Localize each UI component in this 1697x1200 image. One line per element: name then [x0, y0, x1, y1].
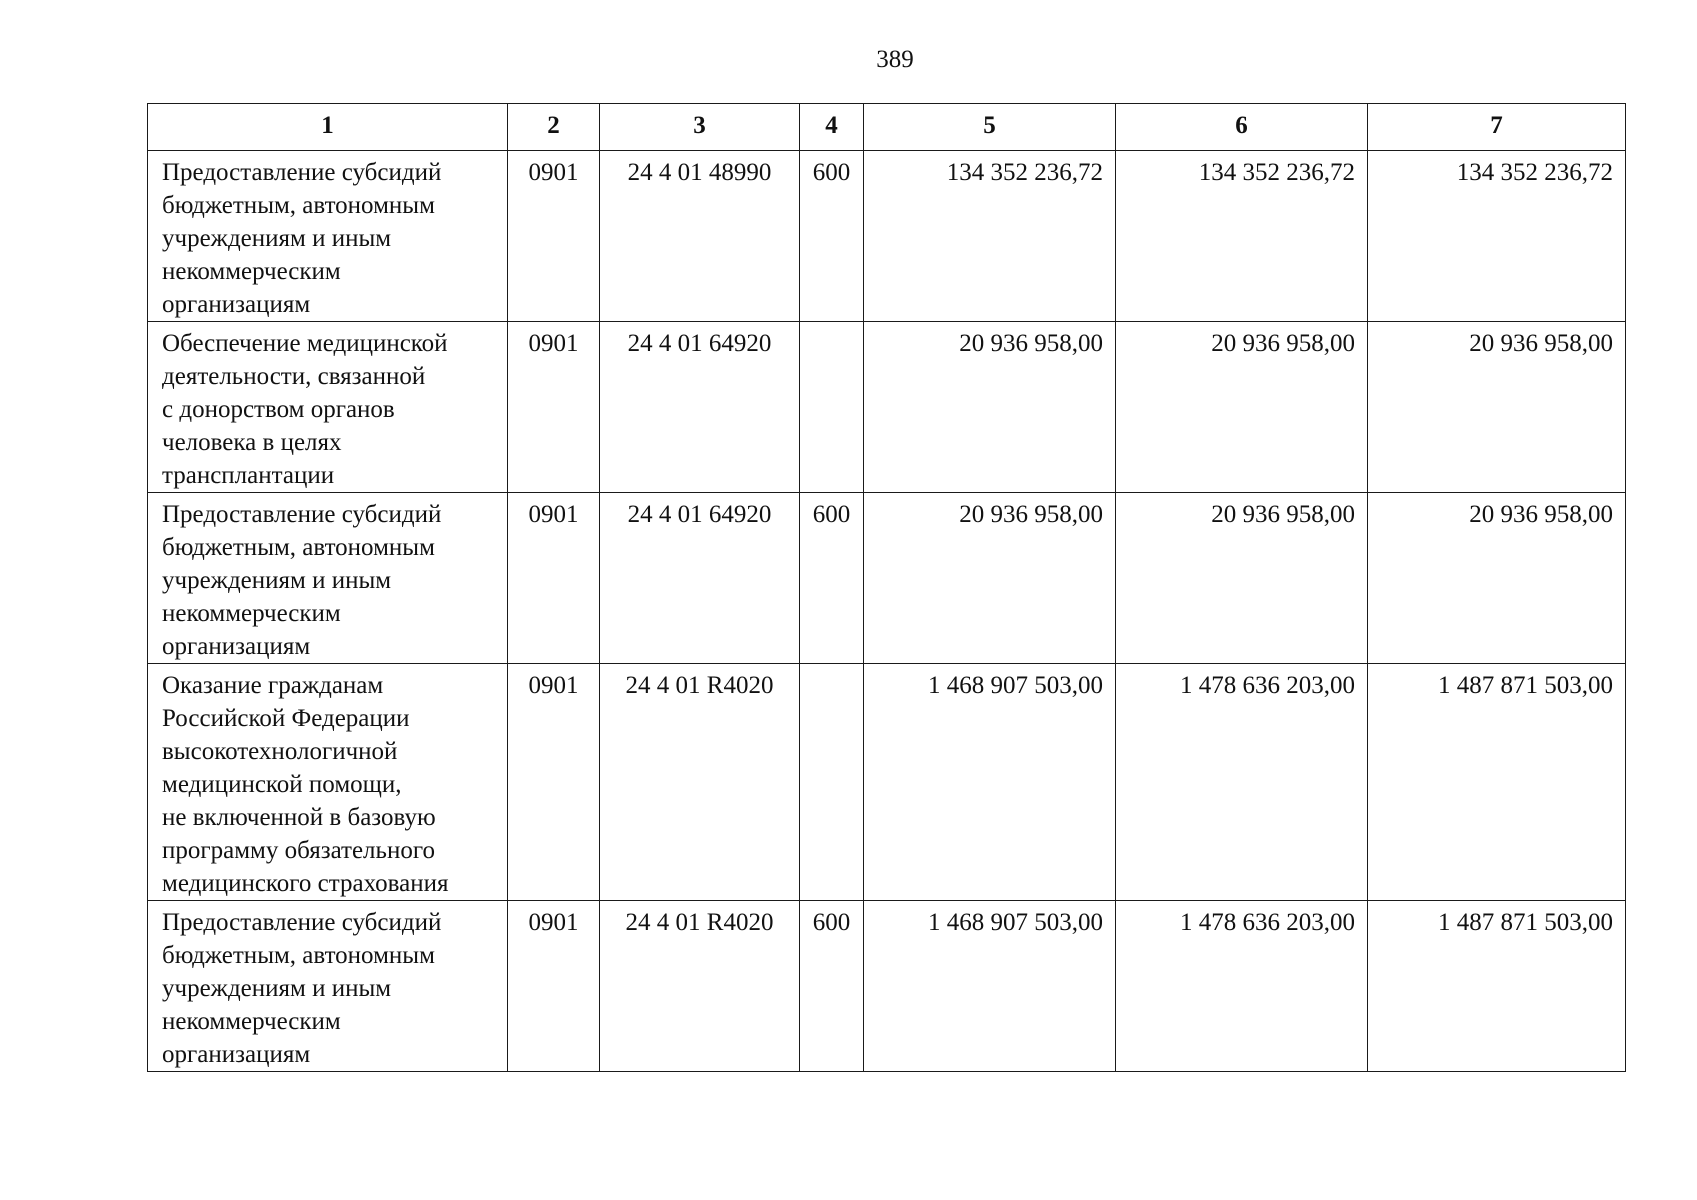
row-name-line: учреждениям и иным: [162, 975, 392, 1002]
row-name-line: человека в целях: [162, 429, 342, 456]
row-section-cell: 0901: [508, 322, 600, 493]
row-name-cell: [148, 493, 508, 664]
row-value-5-cell: 134 352 236,72: [864, 151, 1116, 322]
row-name-line: программу обязательного: [162, 837, 435, 864]
header-col-1: 1: [148, 104, 508, 151]
row-name-line: Российской Федерации: [162, 705, 410, 732]
page-number: 389: [876, 46, 914, 73]
row-type-cell: 600: [800, 493, 864, 664]
header-col-5: 5: [864, 104, 1116, 151]
row-name-line: Предоставление субсидий: [162, 501, 442, 528]
row-type-cell: [800, 664, 864, 901]
row-name-line: трансплантации: [162, 462, 335, 489]
row-type-cell: 600: [800, 151, 864, 322]
row-section-cell: 0901: [508, 901, 600, 1072]
row-value-6-cell: 134 352 236,72: [1116, 151, 1368, 322]
row-name-line: Оказание гражданам: [162, 672, 384, 699]
header-col-3: 3: [600, 104, 800, 151]
row-value-7-cell: 20 936 958,00: [1368, 493, 1626, 664]
row-name-line: Предоставление субсидий: [162, 159, 442, 186]
row-type-cell: 600: [800, 901, 864, 1072]
header-col-4: 4: [800, 104, 864, 151]
table-row: [148, 151, 1626, 322]
row-name-line: бюджетным, автономным: [162, 942, 435, 969]
row-value-5-cell: 1 468 907 503,00: [864, 664, 1116, 901]
header-col-7: 7: [1368, 104, 1626, 151]
row-type-cell: [800, 322, 864, 493]
row-section-cell: 0901: [508, 151, 600, 322]
table-row: [148, 322, 1626, 493]
header-row: [148, 104, 1626, 151]
row-name-cell: [148, 901, 508, 1072]
row-name-line: Обеспечение медицинской: [162, 330, 448, 357]
row-value-7-cell: 1 487 871 503,00: [1368, 901, 1626, 1072]
row-value-7-cell: 1 487 871 503,00: [1368, 664, 1626, 901]
row-name-cell: [148, 664, 508, 901]
table-row: [148, 901, 1626, 1072]
row-name-line: учреждениям и иным: [162, 225, 392, 252]
row-value-5-cell: 1 468 907 503,00: [864, 901, 1116, 1072]
row-name-line: бюджетным, автономным: [162, 192, 435, 219]
row-name-line: организациям: [162, 633, 311, 660]
row-name-cell: [148, 322, 508, 493]
row-name-line: некоммерческим: [162, 258, 341, 285]
row-value-6-cell: 1 478 636 203,00: [1116, 664, 1368, 901]
row-target-cell: 24 4 01 64920: [600, 493, 800, 664]
row-section-cell: 0901: [508, 493, 600, 664]
row-value-7-cell: 134 352 236,72: [1368, 151, 1626, 322]
row-name-line: организациям: [162, 291, 311, 318]
row-value-6-cell: 20 936 958,00: [1116, 493, 1368, 664]
row-name-line: высокотехнологичной: [162, 738, 398, 765]
row-value-5-cell: 20 936 958,00: [864, 322, 1116, 493]
row-target-cell: 24 4 01 64920: [600, 322, 800, 493]
table-row: [148, 664, 1626, 901]
row-name-line: некоммерческим: [162, 600, 341, 627]
row-name-line: деятельности, связанной: [162, 363, 426, 390]
row-name-line: организациям: [162, 1041, 311, 1068]
header-col-2: 2: [508, 104, 600, 151]
row-name-line: медицинского страхования: [162, 870, 449, 897]
header-col-6: 6: [1116, 104, 1368, 151]
row-name-line: учреждениям и иным: [162, 567, 392, 594]
row-value-7-cell: 20 936 958,00: [1368, 322, 1626, 493]
row-name-line: бюджетным, автономным: [162, 534, 435, 561]
budget-table: [147, 103, 1626, 1072]
row-name-line: с донорством органов: [162, 396, 395, 423]
table-row: [148, 493, 1626, 664]
row-value-5-cell: 20 936 958,00: [864, 493, 1116, 664]
row-value-6-cell: 1 478 636 203,00: [1116, 901, 1368, 1072]
row-name-line: не включенной в базовую: [162, 804, 436, 831]
row-value-6-cell: 20 936 958,00: [1116, 322, 1368, 493]
row-section-cell: 0901: [508, 664, 600, 901]
row-target-cell: 24 4 01 R4020: [600, 664, 800, 901]
row-name-line: медицинской помощи,: [162, 771, 402, 798]
row-name-cell: [148, 151, 508, 322]
row-name-line: Предоставление субсидий: [162, 909, 442, 936]
row-target-cell: 24 4 01 R4020: [600, 901, 800, 1072]
row-target-cell: 24 4 01 48990: [600, 151, 800, 322]
row-name-line: некоммерческим: [162, 1008, 341, 1035]
